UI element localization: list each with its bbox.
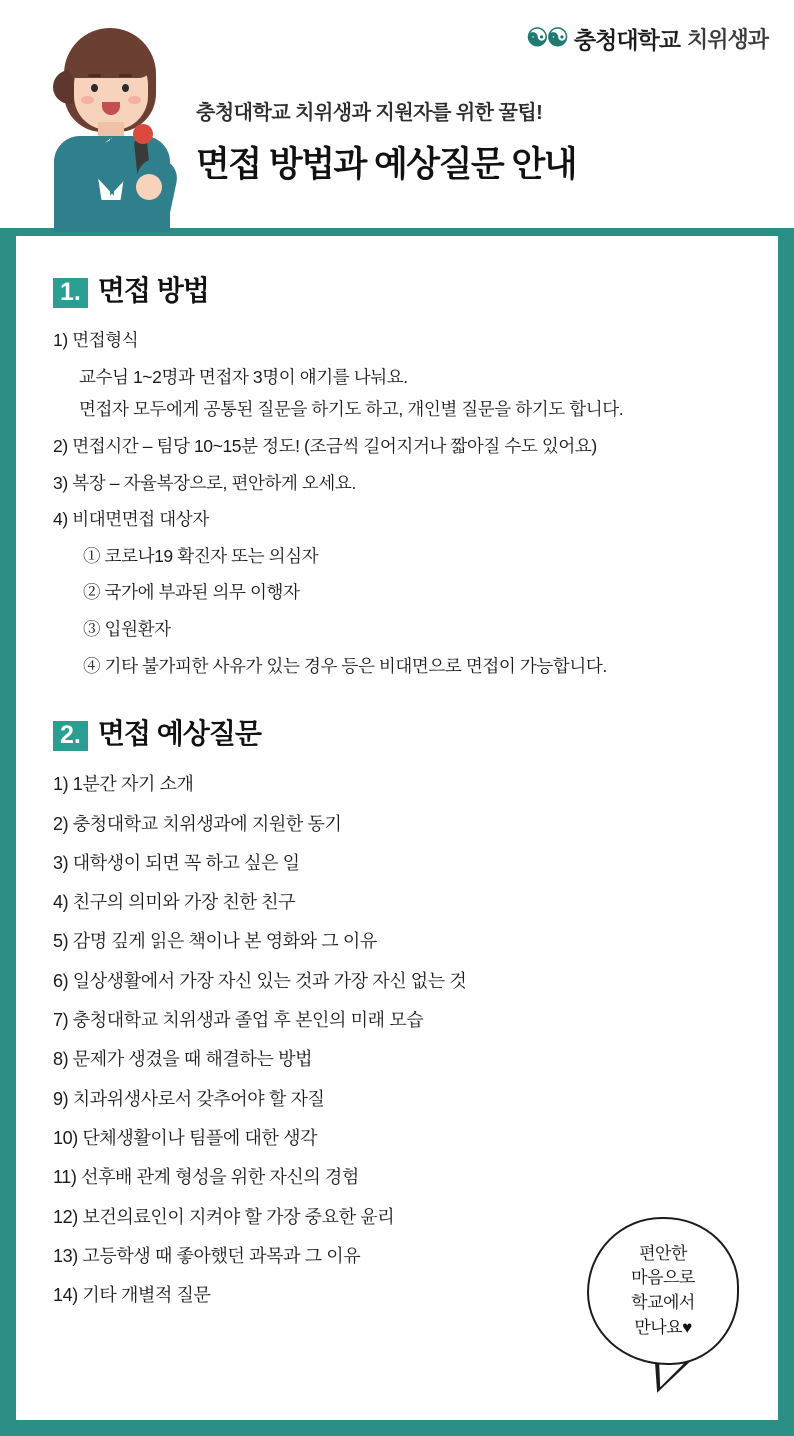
speech-bubble [587, 1217, 739, 1365]
section-1-label: 면접 방법 [97, 275, 209, 306]
list-item: ① 코로나19 확진자 또는 의심자 [83, 545, 319, 566]
content-card [16, 236, 778, 1420]
section-2-label: 면접 예상질문 [97, 718, 261, 750]
list-item: 2) 충청대학교 치위생과에 지원한 동기 [53, 813, 342, 834]
list-item: ③ 입원환자 [83, 619, 171, 639]
section-1-number: 1. [53, 278, 88, 308]
list-item: 4) 친구의 의미와 가장 친한 친구 [53, 892, 296, 913]
list-item: 10) 단체생활이나 팀플에 대한 생각 [53, 1127, 318, 1148]
bubble-line-3: 학교에서 [631, 1293, 695, 1312]
header-kicker: 충청대학교 치위생과 지원자를 위한 꿀팁! [196, 102, 543, 124]
list-item: 교수님 1~2명과 면접자 3명이 얘기를 나눠요. [79, 366, 408, 387]
list-item: 9) 치과위생사로서 갖추어야 할 자질 [53, 1088, 325, 1109]
list-item: 4) 비대면면접 대상자 [53, 509, 209, 530]
brand-university-name: 충청대학교 [573, 27, 680, 53]
poster-header [0, 0, 794, 228]
list-item: 8) 문제가 생겼을 때 해결하는 방법 [53, 1049, 313, 1070]
list-item: 1) 면접형식 [53, 330, 139, 350]
page-title: 면접 방법과 예상질문 안내 [196, 145, 577, 184]
header-text-block [196, 96, 576, 187]
heart-icon: ♥ [682, 1317, 692, 1337]
university-emblem-icon: ☯☯ [526, 24, 567, 52]
bubble-line-4-wrap [634, 1316, 691, 1341]
list-item: 7) 충청대학교 치위생과 졸업 후 본인의 미래 모습 [53, 1010, 424, 1031]
woman-with-microphone-illustration [38, 18, 188, 228]
list-item: 6) 일상생활에서 가장 자신 있는 것과 가장 자신 없는 것 [53, 970, 467, 991]
section-1-list [53, 329, 741, 678]
list-item: 12) 보건의료인이 지켜야 할 가장 중요한 윤리 [53, 1206, 395, 1227]
bubble-line-1: 편안한 [639, 1243, 687, 1263]
section-1-title [53, 269, 741, 309]
section-2-title [53, 712, 741, 752]
list-item: 5) 감명 깊게 읽은 책이나 본 영화와 그 이유 [53, 931, 377, 952]
list-item: 11) 선후배 관계 형성을 위한 자신의 경험 [53, 1167, 359, 1188]
brand-department-name: 치위생과 [686, 27, 768, 52]
list-item: ② 국가에 부과된 의무 이행자 [83, 582, 300, 603]
bubble-line-2: 마음으로 [631, 1268, 695, 1288]
section-2-number: 2. [53, 721, 88, 751]
section-expected-questions [53, 712, 741, 1307]
list-item: 3) 복장 – 자율복장으로, 편안하게 오세요. [53, 472, 356, 493]
bubble-line-4: 만나요 [634, 1317, 683, 1337]
brand-logo [526, 22, 768, 55]
list-item: 14) 기타 개별적 질문 [53, 1285, 211, 1306]
list-item: ④ 기타 불가피한 사유가 있는 경우 등은 비대면으로 면접이 가능합니다. [83, 655, 607, 676]
list-item: 13) 고등학생 때 좋아했던 과목과 그 이유 [53, 1245, 361, 1266]
list-item: 면접자 모두에게 공통된 질문을 하기도 하고, 개인별 질문을 하기도 합니다. [79, 399, 624, 420]
list-item: 3) 대학생이 되면 꼭 하고 싶은 일 [53, 852, 300, 873]
list-item: 2) 면접시간 – 팀당 10~15분 정도! (조금씩 길어지거나 짧아질 수도 있어요) [53, 435, 597, 456]
list-item: 1) 1분간 자기 소개 [53, 774, 194, 795]
section-interview-method [53, 269, 741, 678]
